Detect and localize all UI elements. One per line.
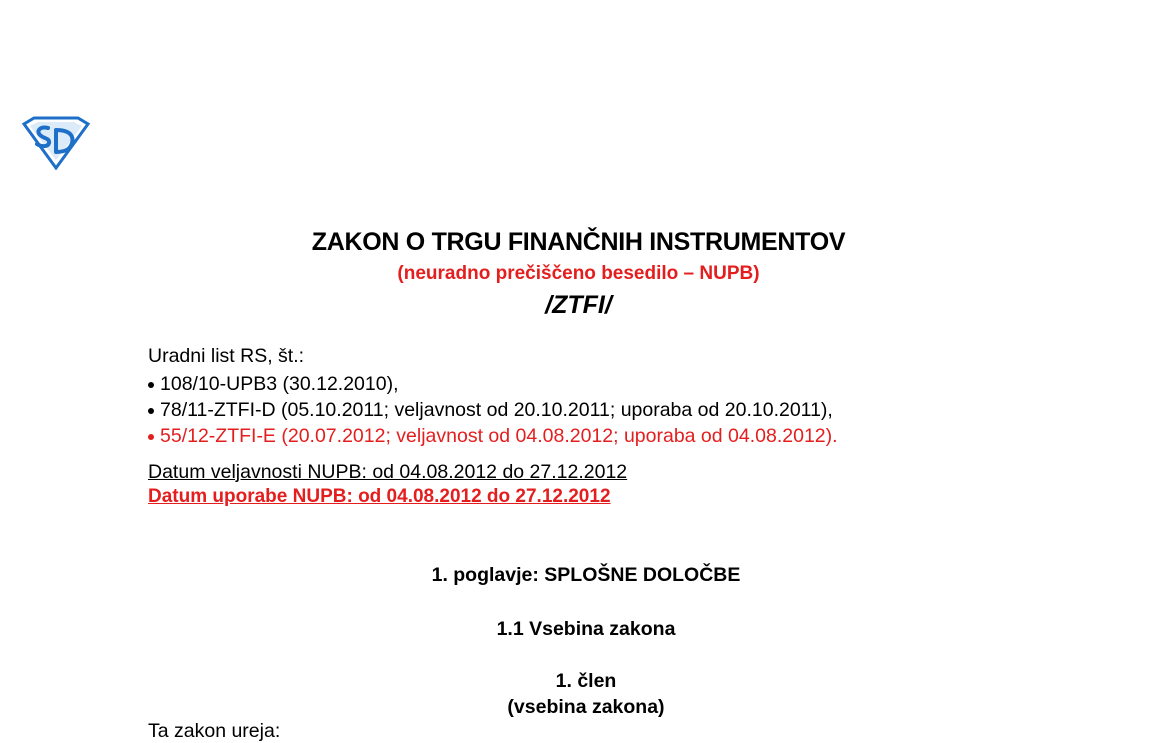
document-title: ZAKON O TRGU FINANČNIH INSTRUMENTOV [311, 228, 846, 256]
chapter-heading: 1. poglavje: SPLOŠNE DOLOČBE [431, 564, 741, 586]
list-item [148, 397, 838, 423]
bullet-icon [148, 434, 154, 440]
article-intro: Ta zakon ureja: [148, 720, 281, 742]
bullet-icon [148, 382, 154, 388]
gazette-entry: 108/10-UPB3 (30.12.2010), [160, 373, 399, 395]
gazette-list [148, 371, 838, 449]
gazette-entry: 55/12-ZTFI-E (20.07.2012; veljavnost od 04.08.2012; uporaba od 04.08.2012). [160, 425, 838, 447]
validity-date: Datum veljavnosti NUPB: od 04.08.2012 do 27.12.2012 [148, 461, 628, 483]
section-heading: 1.1 Vsebina zakona [496, 618, 676, 640]
list-item [148, 423, 838, 449]
gazette-entry: 78/11-ZTFI-D (05.10.2011; veljavnost od 20.10.2011; uporaba od 20.10.2011), [160, 399, 833, 421]
article-number: 1. člen [555, 670, 617, 692]
bullet-icon [148, 408, 154, 414]
usage-date: Datum uporabe NUPB: od 04.08.2012 do 27.12.2012 [148, 486, 611, 507]
gazette-label: Uradni list RS, št.: [148, 345, 305, 367]
list-item [148, 371, 838, 397]
document-subtitle: (neuradno prečiščeno besedilo – NUPB) [397, 263, 760, 284]
sd-shield-logo-icon [20, 116, 92, 170]
document-short-title: /ZTFI/ [545, 291, 612, 319]
article-title: (vsebina zakona) [507, 696, 665, 718]
